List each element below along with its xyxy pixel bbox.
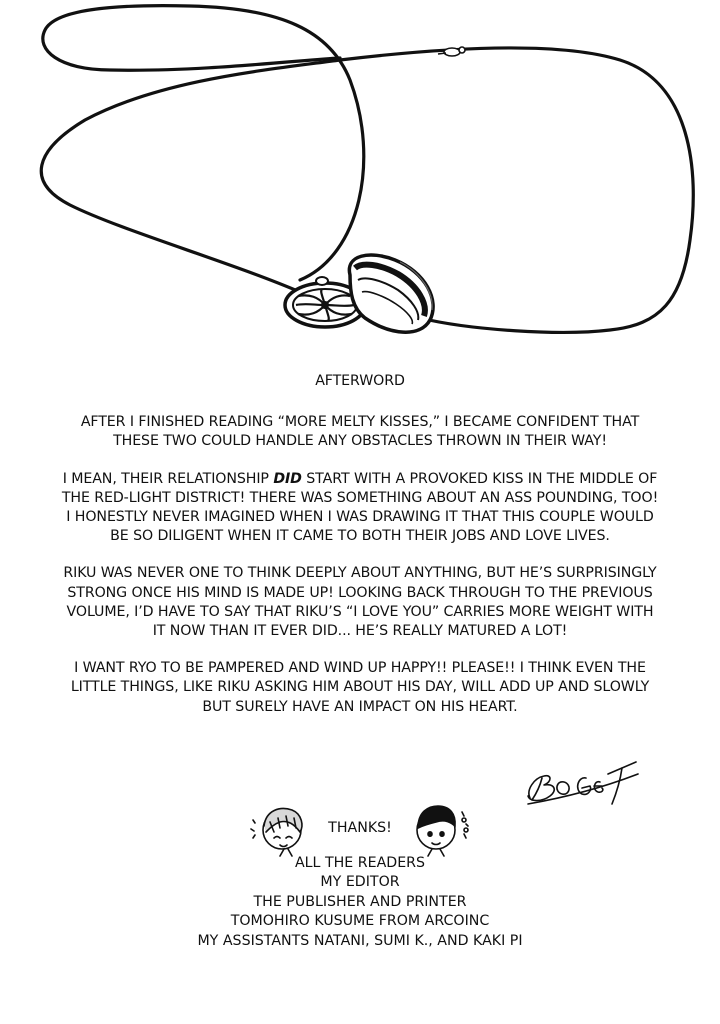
credit-item: ALL THE READERS [294, 855, 426, 871]
afterword-paragraph-4: I WANT RYO TO BE PAMPERED AND WIND UP HAPPY!! PLEASE!! I THINK EVEN THE LITTLE THINGS, LIKE RIKU ASKING HIM ABOUT HIS DAY, WILL ADD UP AND SLOWLY BUT SURELY HAVE AN IMPACT ON HIS HEART. [70, 660, 650, 715]
paragraph-2-end: START WITH A PROVOKED KISS IN THE MIDDLE OF THE RED-LIGHT DISTRICT! THERE WAS SOMETHING ABOUT AN ASS POUNDING, TOO! I HONESTLY NEVER IMAGINED WHEN I WAS DRAWING IT THAT THIS COUPLE WOULD BE SO DILIGENT WHEN IT CAME TO BOTH THEIR JOBS AND LOVE LIVES. [61, 470, 659, 545]
credit-item: MY ASSISTANTS NATANI, SUMI K., AND KAKI PI [197, 932, 523, 949]
credit-item: TOMOHIRO KUSUME FROM ARCOINC [230, 913, 490, 930]
paragraph-2-emphasis: DID [273, 470, 302, 487]
afterword-paragraph-2 [60, 470, 660, 547]
credits-list [60, 854, 660, 951]
afterword-paragraph-3: RIKU WAS NEVER ONE TO THINK DEEPLY ABOUT ANYTHING, BUT HE’S SURPRISINGLY STRONG ONCE HIS MIND IS MADE UP! LOOKING BACK THROUGH TO THE PREVIOUS VOLUME, I’D HAVE TO SAY THAT RIKU’S “I LOVE YOU” CARRIES MORE WEIGHT WITH IT NOW THAN IT EVER DID... HE’S REALLY MATURED A LOT! [63, 565, 657, 640]
credit-item: MY EDITOR [320, 874, 400, 891]
thanks-row [240, 798, 480, 860]
thanks-label: THANKS! [328, 820, 392, 836]
afterword-heading: AFTERWORD [315, 373, 405, 389]
author-signature [522, 752, 642, 812]
afterword-paragraph-1: AFTER I FINISHED READING “MORE MELTY KISSES,” I BECAME CONFIDENT THAT THESE TWO COULD HANDLE ANY OBSTACLES THROWN IN THEIR WAY! [80, 414, 640, 450]
chibi-riku-icon [410, 798, 476, 858]
necklace-illustration [0, 0, 720, 360]
afterword-section [60, 372, 660, 735]
ring [349, 255, 433, 332]
credit-item: THE PUBLISHER AND PRINTER [253, 893, 467, 910]
paragraph-2-start: I MEAN, THEIR RELATIONSHIP [62, 470, 274, 487]
